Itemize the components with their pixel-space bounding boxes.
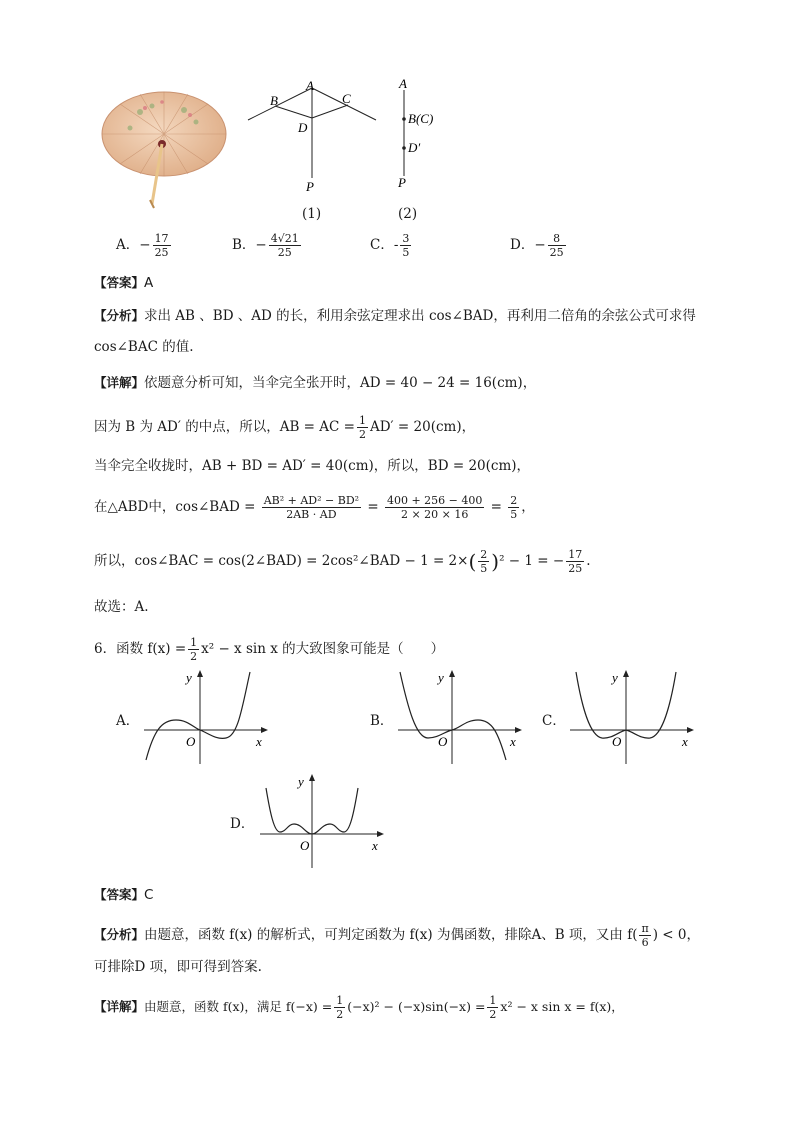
q6-graph-b: [394, 668, 524, 768]
q6-option-d-label: D．: [230, 816, 255, 832]
q6-stem: 6．函数 f(x) = $\frac{1}{2}$ x² − x sin x 的大致图象可能是（ ）: [94, 636, 445, 663]
q6a-y: y: [186, 670, 192, 685]
q6-detail-line1: 【详解】由题意，函数 f(x)，满足 f(−x) = $\frac{1}{2}$ (−x)² − (−x)sin(−x) = $\frac{1}{2}$ x² − x sin x = f(x)，: [94, 994, 624, 1021]
figure-2-caption: (2): [398, 206, 418, 222]
fig1-label-a: A: [306, 78, 314, 93]
q6-answer: 【答案】C: [94, 887, 154, 903]
q6-option-a-label: A．: [116, 713, 140, 729]
q5-answer: 【答案】A: [94, 275, 154, 291]
q5-option-a: A．− $\frac{17}{25}$: [116, 232, 169, 259]
q5-analysis-line2: cos∠BAC 的值.: [94, 339, 194, 355]
q5-analysis-line1: 【分析】求出 AB 、BD 、AD 的长，利用余弦定理求出 cos∠BAD，再利用二倍角的余弦公式可求得: [94, 308, 696, 324]
q6-analysis-line1: 【分析】由题意，函数 f(x) 的解析式，可判定函数为 f(x) 为偶函数，排除A、B 项，又由 f( $\frac{\pi}{6}$ ) < 0，: [94, 922, 700, 949]
q5-option-d: D．− $\frac{8}{25}$: [510, 232, 564, 259]
fig1-label-c: C: [342, 91, 351, 106]
q6-option-c-label: C．: [542, 713, 566, 729]
q6c-y: y: [612, 670, 618, 685]
q6a-o: O: [186, 734, 196, 749]
q6b-y: y: [438, 670, 444, 685]
fig2-label-p: P: [398, 175, 406, 190]
q6-graph-d: [256, 772, 386, 872]
umbrella-image: [100, 88, 232, 210]
q6c-x: x: [682, 734, 688, 749]
q6-analysis-line2: 可排除D 项，即可得到答案.: [94, 959, 262, 975]
fig1-label-p: P: [306, 179, 314, 194]
q5-detail-line5: 所以，cos∠BAC = cos(2∠BAD) = 2cos²∠BAD − 1 = 2×( $\frac{2}{5}$ )² − 1 = − $\frac{17}{25}$ .: [94, 548, 591, 575]
figure-1-caption: (1): [302, 206, 322, 222]
q6b-x: x: [510, 734, 516, 749]
q6d-x: x: [372, 838, 378, 853]
fig2-label-a: A: [399, 76, 407, 91]
q6d-o: O: [300, 838, 310, 853]
fig2-label-bc: B(C): [408, 111, 434, 126]
q6c-o: O: [612, 734, 622, 749]
q6-option-b-label: B．: [370, 713, 394, 729]
q6-graph-a: [140, 668, 270, 768]
q6b-o: O: [438, 734, 448, 749]
q6d-y: y: [298, 774, 304, 789]
q5-detail-line3: 当伞完全收拢时，AB + BD = AD′ = 40(cm)，所以，BD = 20(cm)，: [94, 458, 531, 474]
q5-option-c: C．- $\frac{3}{5}$: [370, 232, 410, 259]
figure-1-diagram: [240, 78, 390, 200]
q5-option-b: B．− $\frac{4√21}{25}$: [232, 232, 299, 259]
q6a-x: x: [256, 734, 262, 749]
fig1-label-d: D: [298, 120, 308, 135]
q6-graph-c: [566, 668, 696, 768]
fig1-label-b: B: [270, 93, 278, 108]
figure-2-diagram: [392, 76, 462, 196]
q5-choose: 故选：A.: [94, 599, 149, 615]
q5-detail-line4: 在△ABD中，cos∠BAD = $\frac{\text{AB² + AD² − BD²}}{2AB \cdot AD}$ = $\frac{400 + 256 - 400}{2 \times 20 \times 16}$ = $\frac{2}{5}$ ，: [94, 494, 535, 521]
fig2-label-dp: D′: [408, 140, 421, 155]
q5-detail-line1: 【详解】依题意分析可知，当伞完全张开时，AD = 40 − 24 = 16(cm)，: [94, 375, 537, 391]
q5-detail-line2: 因为 B 为 AD′ 的中点，所以，AB = AC = $\frac{1}{2}$ AD′ = 20(cm)，: [94, 414, 476, 441]
